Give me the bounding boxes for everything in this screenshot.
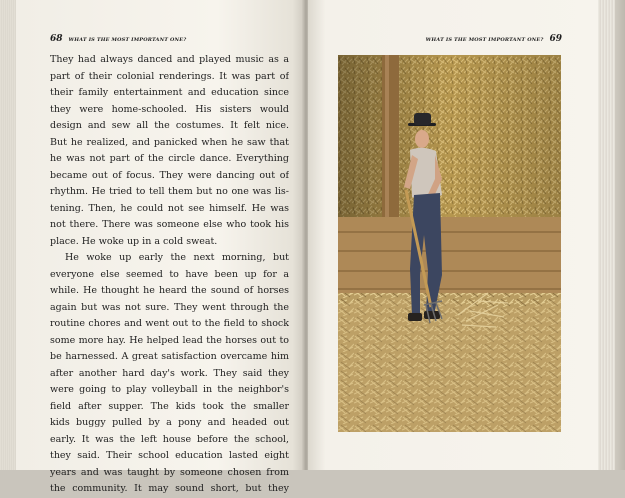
left-page-body-text [50, 52, 289, 498]
text-line: became out of focus. They were dancing out of [50, 169, 289, 181]
left-running-head: WHAT IS THE MOST IMPORTANT ONE? [68, 37, 187, 43]
text-line: everyone else seemed to have been up for a [50, 268, 289, 280]
text-line: But he realized, and panicked when he saw that [50, 136, 289, 148]
text-line: part of their colonial renderings. It was part of [50, 70, 289, 82]
text-line: their family entertainment and education since [50, 87, 289, 98]
text-line: years and was taught by someone chosen from [50, 466, 289, 478]
text-line: he was not part of the circle dance. Everything [50, 153, 289, 164]
right-page-header [426, 34, 562, 44]
text-line: kids buggy pulled by a pony and headed out [50, 417, 289, 428]
text-line: They had always danced and played music as a [50, 54, 289, 65]
photo-man-pitching-hay [338, 55, 561, 432]
text-line: early. It was the left house before the school, [50, 433, 289, 445]
left-page-header [50, 34, 186, 44]
left-page [16, 0, 304, 494]
text-line: design and sew all the costumes. It felt nice. [50, 120, 289, 131]
text-line: they were home-schooled. His sisters would [50, 103, 289, 115]
text-line: while. He thought he heard the sound of horses [50, 285, 289, 296]
text-line: the community. It may sound short, but they [50, 483, 289, 494]
left-page-number: 68 [50, 34, 63, 44]
text-line: tening. Then, he could not see himself. He was [50, 202, 289, 214]
text-line: routine chores and went out to the field to shock [50, 318, 289, 329]
right-running-head: WHAT IS THE MOST IMPORTANT ONE? [425, 37, 544, 43]
page-stack-left-edge [0, 0, 16, 470]
right-page [308, 0, 600, 470]
text-line: not there. There was someone else who took his [50, 219, 289, 230]
text-line: field after supper. The kids took the smaller [50, 400, 289, 412]
text-line: they said. Their school education lasted eight [50, 450, 289, 461]
right-page-number: 69 [549, 34, 562, 44]
text-line: after another hard day's work. They said they [50, 367, 289, 379]
text-line: rhythm. He tried to tell them but no one was lis- [50, 186, 289, 197]
page-stack-right-edge [598, 0, 625, 470]
text-line: He woke up early the next morning, but [65, 252, 289, 263]
text-line: place. He woke up in a cold sweat. [50, 235, 218, 247]
text-line: were going to play volleyball in the neighbor's [50, 384, 289, 395]
text-line: again but was not sure. They went through the [50, 301, 289, 313]
text-line: be harnessed. A great satisfaction overcame him [50, 351, 289, 362]
text-line: some more hay. He helped lead the horses out to [50, 334, 289, 346]
